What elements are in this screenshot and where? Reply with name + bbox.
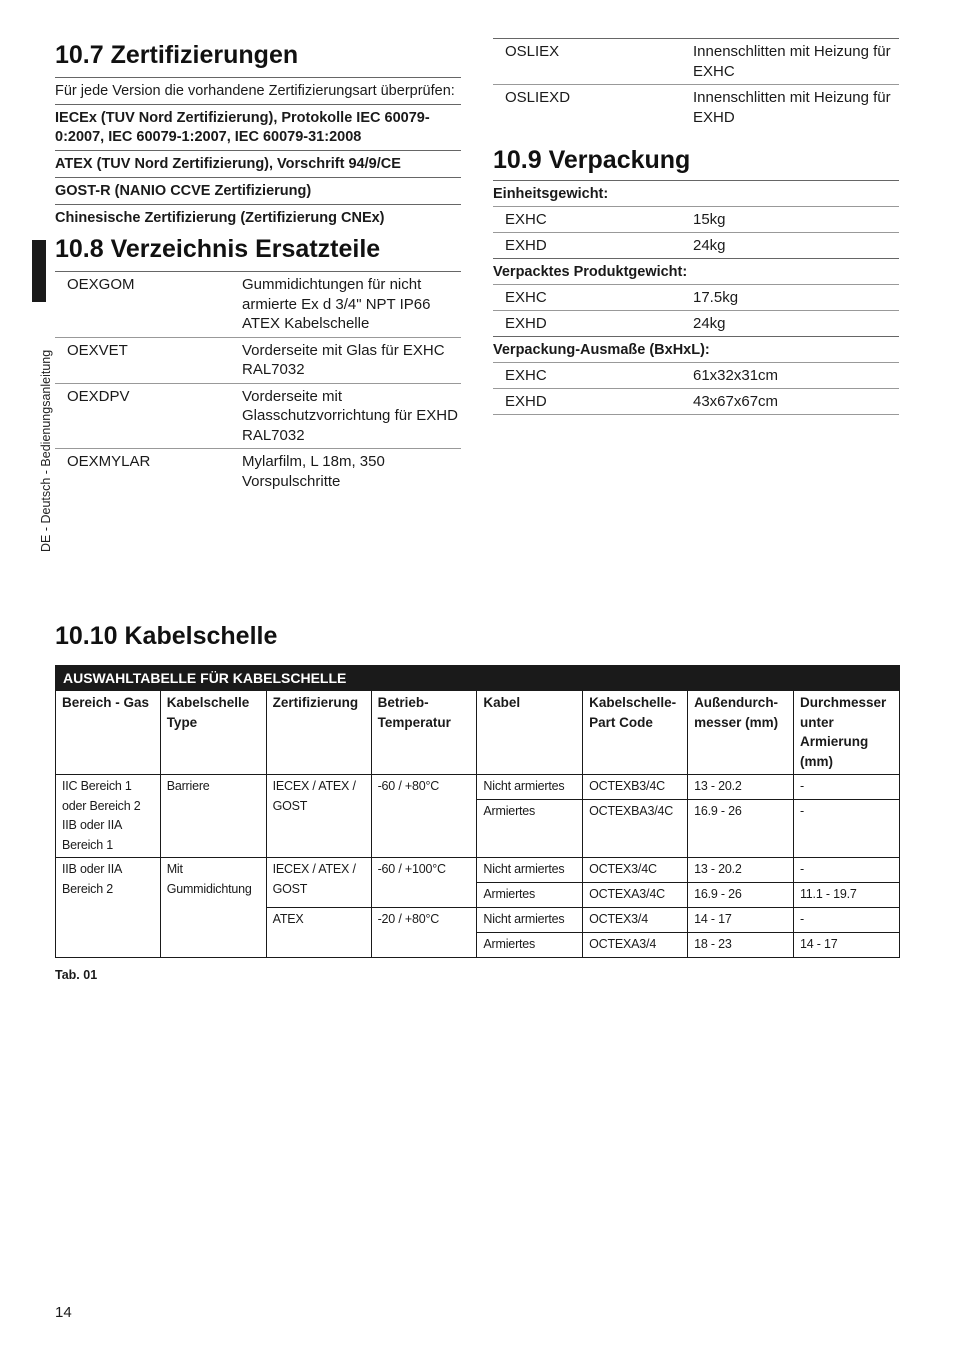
spare-part-row	[55, 272, 461, 338]
column-header: Kabelschelle Type	[160, 691, 266, 775]
cell-code: OCTEXA3/4	[583, 933, 688, 958]
column-header: Durchmesser unter Armierung (mm)	[793, 691, 899, 775]
spare-part-desc: Vorderseite mit Glas für EXHC RAL7032	[242, 341, 445, 378]
pack-group-label: Verpackung-Ausmaße (BxHxL):	[493, 337, 899, 363]
section-10-9-title: 10.9 Verpackung	[493, 144, 899, 181]
cell-temp: -60 / +100°C	[371, 858, 477, 908]
cell-kabel: Nicht armiertes	[477, 858, 583, 883]
spare-part-desc: Innenschlitten mit Heizung für EXHD	[693, 89, 891, 126]
table-row	[56, 775, 900, 800]
cert-line-gost: GOST-R (NANIO CCVE Zertifizierung)	[55, 178, 461, 205]
column-header: Außendurch-messer (mm)	[688, 691, 794, 775]
pack-model: EXHC	[505, 211, 547, 228]
cert-line-atex: ATEX (TUV Nord Zertifizierung), Vorschrift 94/9/CE	[55, 151, 461, 178]
pack-value: 61x32x31cm	[693, 367, 779, 384]
cell-zert: IECEX / ATEX / GOST	[266, 775, 371, 858]
pack-row	[493, 207, 899, 233]
cell-zert: IECEX / ATEX / GOST	[266, 858, 371, 908]
spare-part-code: OSLIEXD	[505, 89, 571, 106]
cell-unter: -	[793, 908, 899, 933]
spare-part-desc: Mylarfilm, L 18m, 350 Vorspulschritte	[242, 453, 385, 490]
pack-model: EXHC	[505, 367, 547, 384]
cert-line-iecex: IECEx (TUV Nord Zertifizierung), Protokolle IEC 60079-0:2007, IEC 60079-1:2007, IEC 60079-31:2008	[55, 105, 461, 151]
right-column	[493, 38, 899, 415]
cell-kabel: Nicht armiertes	[477, 775, 583, 800]
pack-model: EXHD	[505, 237, 547, 254]
cable-gland-table	[55, 665, 900, 958]
sidebar-language-label: DE - Deutsch - Bedienungsanleitung	[39, 349, 53, 552]
table-caption: Tab. 01	[55, 968, 98, 982]
column-header: Zertifizierung	[266, 691, 371, 775]
cell-code: OCTEX3/4C	[583, 858, 688, 883]
cell-bereich: IIB oder IIA Bereich 2	[56, 858, 161, 958]
cell-code: OCTEXB3/4C	[583, 775, 688, 800]
spare-part-row	[55, 384, 461, 450]
cell-aussen: 13 - 20.2	[688, 775, 794, 800]
pack-row	[493, 285, 899, 311]
cell-unter: -	[793, 800, 899, 858]
column-header: Kabel	[477, 691, 583, 775]
spare-part-code: OEXVET	[67, 341, 128, 359]
spare-part-code: OEXGOM	[67, 276, 135, 293]
pack-value: 43x67x67cm	[693, 393, 779, 410]
cell-aussen: 16.9 - 26	[688, 883, 794, 908]
cell-zert: ATEX	[266, 908, 371, 958]
pack-model: EXHD	[505, 393, 547, 410]
cell-type: Mit Gummidichtung	[160, 858, 266, 958]
side-tab-marker	[32, 240, 46, 302]
pack-row	[493, 389, 899, 415]
table-title: AUSWAHLTABELLE FÜR KABELSCHELLE	[56, 666, 900, 691]
spare-part-desc: Innenschlitten mit Heizung für EXHC	[693, 43, 891, 80]
table-header-row	[56, 691, 900, 775]
cell-aussen: 16.9 - 26	[688, 800, 794, 858]
pack-group-label: Einheitsgewicht:	[493, 181, 899, 207]
cell-aussen: 13 - 20.2	[688, 858, 794, 883]
cell-aussen: 18 - 23	[688, 933, 794, 958]
cell-code: OCTEX3/4	[583, 908, 688, 933]
cell-temp: -60 / +80°C	[371, 775, 477, 858]
pack-value: 24kg	[693, 315, 726, 332]
cell-code: OCTEXA3/4C	[583, 883, 688, 908]
spare-part-row	[493, 38, 899, 85]
section-10-7-title: 10.7 Zertifizierungen	[55, 38, 461, 78]
spare-part-code: OEXMYLAR	[67, 453, 151, 470]
section-10-10-title: 10.10 Kabelschelle	[55, 622, 278, 650]
cell-bereich: IIC Bereich 1 oder Bereich 2 IIB oder IIA Bereich 1	[56, 775, 161, 858]
column-header: Betrieb-Temperatur	[371, 691, 477, 775]
page-number: 14	[55, 1304, 72, 1321]
pack-value: 17.5kg	[693, 289, 739, 306]
cell-unter: -	[793, 775, 899, 800]
pack-model: EXHD	[505, 315, 547, 332]
left-column	[55, 38, 461, 494]
cell-unter: 11.1 - 19.7	[793, 883, 899, 908]
spare-part-row	[55, 338, 461, 384]
spare-part-desc: Vorderseite mit Glasschutzvorrichtung für EXHD RAL7032	[242, 387, 458, 444]
cell-kabel: Nicht armiertes	[477, 908, 583, 933]
pack-value: 24kg	[693, 237, 726, 254]
pack-row	[493, 233, 899, 259]
pack-model: EXHC	[505, 289, 547, 306]
cert-intro: Für jede Version die vorhandene Zertifizierungsart überprüfen:	[55, 78, 461, 105]
cell-code: OCTEXBA3/4C	[583, 800, 688, 858]
pack-group-label: Verpacktes Produktgewicht:	[493, 259, 899, 285]
spare-part-row	[55, 449, 461, 494]
pack-value: 15kg	[693, 211, 726, 228]
cell-aussen: 14 - 17	[688, 908, 794, 933]
cert-line-cnex: Chinesische Zertifizierung (Zertifizierung CNEx)	[55, 210, 385, 226]
column-header: Bereich - Gas	[56, 691, 161, 775]
cell-unter: -	[793, 858, 899, 883]
spare-part-code: OSLIEX	[505, 43, 560, 60]
column-header: Kabelschelle-Part Code	[583, 691, 688, 775]
pack-row	[493, 311, 899, 337]
cell-temp: -20 / +80°C	[371, 908, 477, 958]
table-row	[56, 858, 900, 883]
pack-row	[493, 363, 899, 389]
spare-part-row	[493, 85, 899, 130]
cell-kabel: Armiertes	[477, 933, 583, 958]
cell-kabel: Armiertes	[477, 883, 583, 908]
spare-part-desc: Gummidichtungen für nicht armierte Ex d 3/4" NPT IP66 ATEX Kabelschelle	[242, 276, 431, 332]
section-10-8-title: 10.8 Verzeichnis Ersatzteile	[55, 233, 461, 272]
spare-part-code: OEXDPV	[67, 387, 130, 405]
cell-unter: 14 - 17	[793, 933, 899, 958]
cell-type: Barriere	[160, 775, 266, 858]
cell-kabel: Armiertes	[477, 800, 583, 858]
